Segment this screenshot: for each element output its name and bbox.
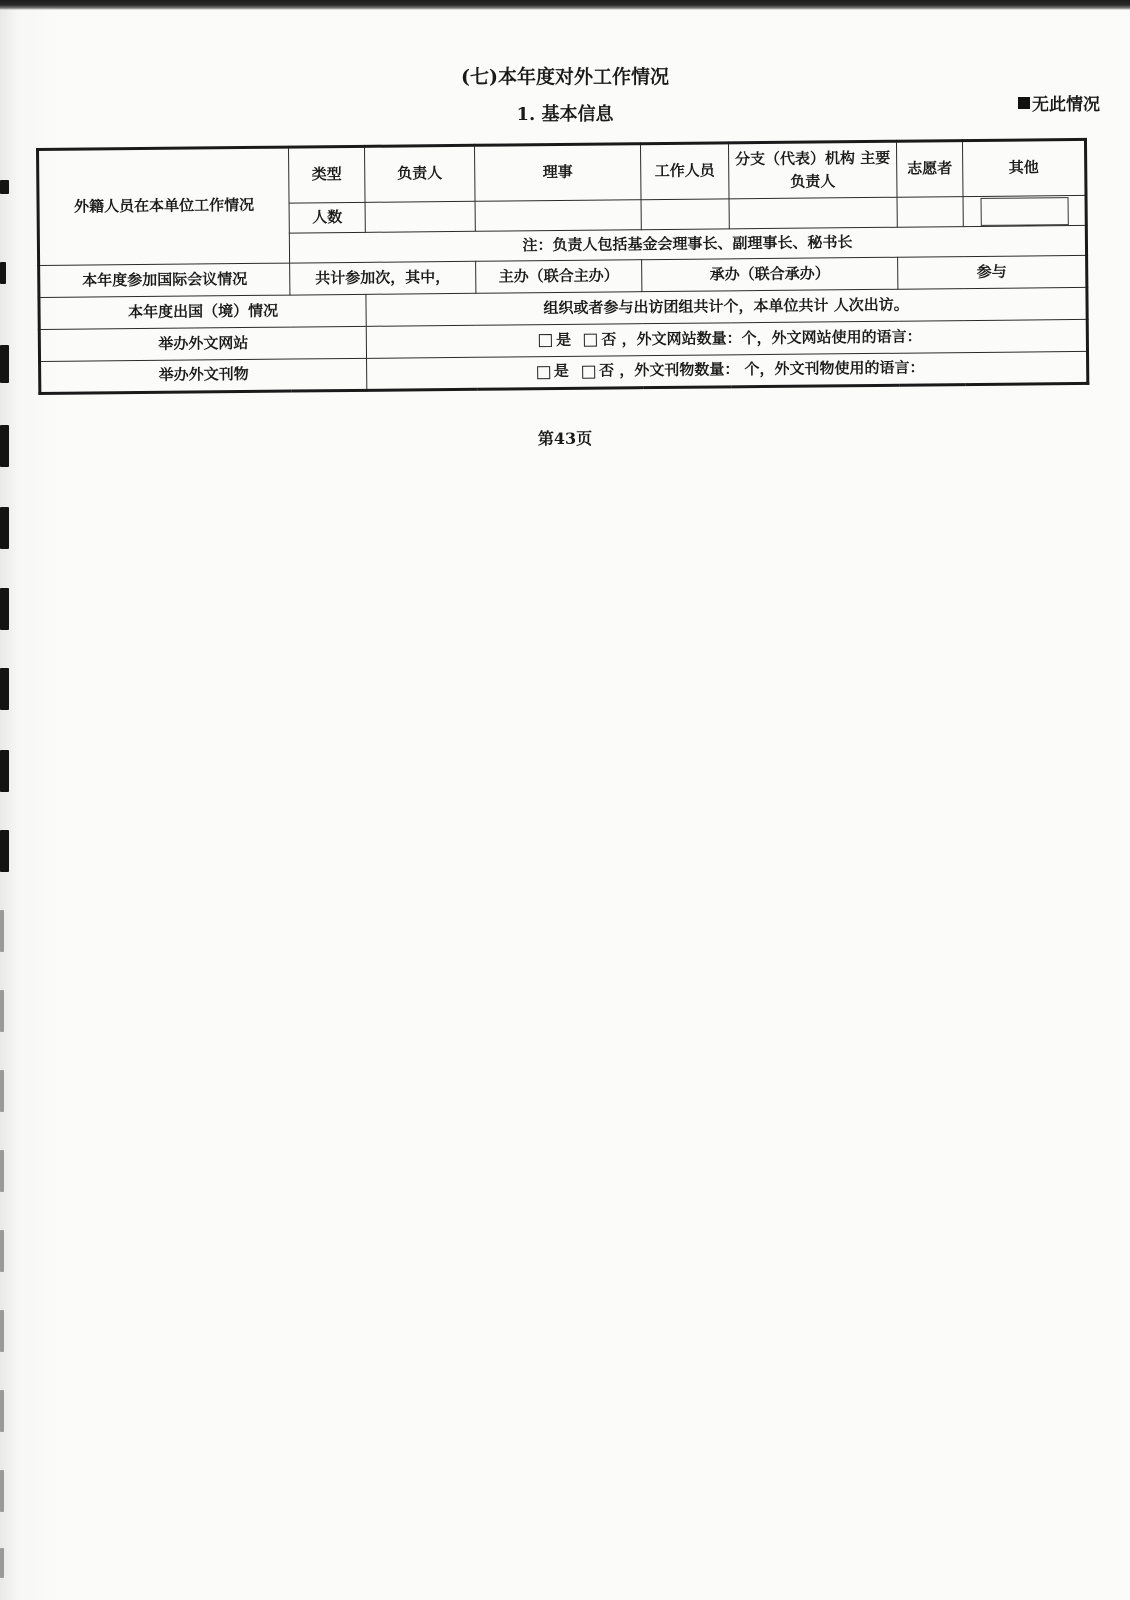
type-label: 类型 — [289, 146, 366, 203]
abroad-text: 组织或者参与出访团组共计个，本单位共计 人次出访。 — [366, 287, 1087, 326]
website-text: ，外文网站数量：个，外文网站使用的语言： — [621, 327, 922, 349]
sub-title: 1. 基本信息 — [516, 104, 614, 125]
binding-hole — [0, 1548, 4, 1578]
conference-participate: 参与 — [898, 255, 1087, 289]
count-label: 人数 — [289, 202, 365, 233]
count-leader-cell[interactable] — [365, 201, 475, 232]
header-staff: 工作人员 — [640, 143, 729, 200]
no-situation-label: 无此情况 — [1032, 95, 1100, 115]
page-number: 第43页 — [537, 429, 593, 448]
conference-cohost: 承办（联合承办） — [642, 257, 898, 291]
binding-hole — [0, 750, 9, 792]
header-director: 理事 — [474, 144, 641, 202]
binding-hole — [0, 910, 4, 952]
binding-hole — [0, 668, 9, 710]
count-director-cell[interactable] — [475, 200, 641, 232]
checked-square-icon — [1018, 97, 1030, 109]
basic-info-form — [36, 138, 1086, 395]
abroad-label: 本年度出国（境）情况 — [39, 294, 366, 329]
no-situation-option[interactable] — [1018, 90, 1100, 115]
binding-hole — [0, 180, 9, 194]
binding-hole — [0, 1390, 4, 1432]
journal-no-checkbox[interactable] — [582, 366, 595, 379]
journal-label: 举办外文刊物 — [40, 358, 367, 393]
journal-no-label: 否 — [598, 361, 615, 380]
scan-top-edge — [0, 0, 1130, 10]
binding-hole — [0, 345, 9, 383]
conference-host: 主办（联合主办） — [476, 260, 642, 294]
foreign-staff-label: 外籍人员在本单位工作情况 — [38, 147, 290, 265]
binding-hole — [0, 1230, 4, 1272]
conference-total: 共计参加次，其中， — [290, 261, 476, 295]
website-yes-checkbox[interactable] — [539, 334, 552, 347]
basic-info-table — [36, 138, 1089, 395]
binding-hole — [0, 1470, 4, 1512]
website-no-checkbox[interactable] — [584, 334, 597, 347]
conference-label: 本年度参加国际会议情况 — [39, 263, 290, 297]
binding-hole — [0, 1070, 4, 1112]
table-row — [38, 139, 1086, 205]
count-staff-cell[interactable] — [641, 199, 729, 230]
journal-yes-checkbox[interactable] — [537, 366, 550, 379]
journal-field — [367, 351, 1088, 390]
website-label: 举办外文网站 — [39, 326, 366, 361]
header-other: 其他 — [962, 139, 1086, 196]
website-no-label: 否 — [601, 330, 617, 349]
count-other-cell[interactable] — [963, 195, 1086, 226]
website-yes-label: 是 — [556, 330, 572, 349]
count-other-box[interactable] — [980, 197, 1068, 226]
binding-hole — [0, 830, 9, 872]
journal-text: ，外文刊物数量： 个，外文刊物使用的语言： — [619, 358, 925, 380]
header-leader: 负责人 — [364, 145, 475, 202]
header-volunteer: 志愿者 — [896, 141, 963, 198]
section-title: (七)本年度对外工作情况 — [461, 66, 669, 88]
binding-hole — [0, 507, 9, 549]
leader-note: 注：负责人包括基金会理事长、副理事长、秘书长 — [289, 225, 1086, 263]
count-volunteer-cell[interactable] — [897, 197, 963, 228]
binding-hole — [0, 262, 6, 284]
binding-hole — [0, 1150, 4, 1192]
count-branch-head-cell[interactable] — [729, 197, 897, 229]
binding-hole — [0, 990, 4, 1032]
header-branch-head: 分支（代表）机构 主要负责人 — [728, 141, 897, 199]
journal-yes-label: 是 — [553, 362, 569, 381]
binding-hole — [0, 1310, 4, 1352]
binding-hole — [0, 588, 9, 630]
